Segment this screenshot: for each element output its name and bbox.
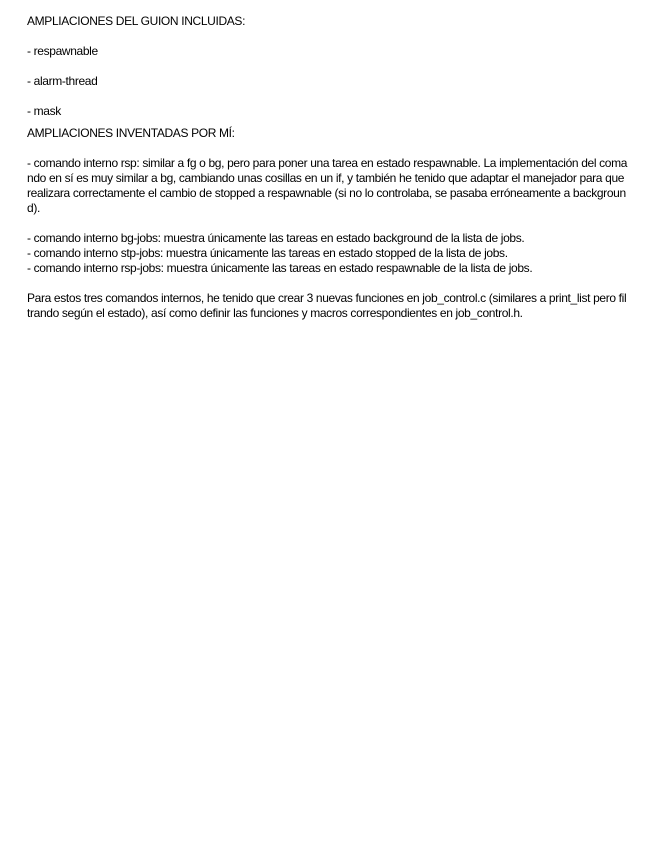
closing-paragraph: Para estos tres comandos internos, he tenido que crear 3 nuevas funciones en job_control.c (similares a print_list pero filtrando según el estado), así como definir las funciones y macros correspondientes en job_control.h. (27, 291, 627, 320)
heading-invented: AMPLIACIONES INVENTADAS POR MÍ: (27, 126, 235, 140)
heading-included: AMPLIACIONES DEL GUION INCLUIDAS: (27, 14, 246, 28)
jobs-commands-list (27, 231, 629, 276)
stp-jobs-line: - comando interno stp-jobs: muestra únicamente las tareas en estado stopped de la lista de jobs. (27, 246, 508, 260)
rsp-jobs-line: - comando interno rsp-jobs: muestra únicamente las tareas en estado respawnable de la lista de jobs. (27, 261, 533, 275)
document-page (27, 14, 629, 321)
included-item-respawnable: - respawnable (27, 44, 98, 58)
included-item-mask: - mask (27, 104, 61, 118)
included-item-alarm-thread: - alarm-thread (27, 74, 98, 88)
bg-jobs-line: - comando interno bg-jobs: muestra únicamente las tareas en estado background de la lista de jobs. (27, 231, 525, 245)
rsp-command-paragraph: - comando interno rsp: similar a fg o bg, pero para poner una tarea en estado respawnable. La implementación del comando en sí es muy similar a bg, cambiando unas cosillas en un if, y también he tenido que adaptar el manejador para que realizara correctamente el cambio de stopped a respawnable (si no lo controlaba, se pasaba erróneamente a background). (27, 156, 628, 215)
